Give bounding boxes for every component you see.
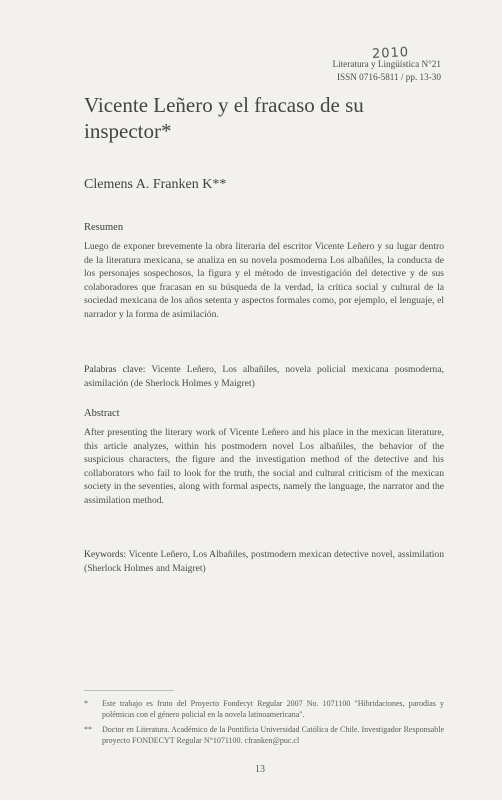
footnote-1-text: Este trabajo es fruto del Proyecto Fondecyt Regular 2007 No. 1071100 "Hibridaciones, parodias y polémicas con el género policial en la novela latinoamericana". [102,699,444,719]
keywords-label: Keywords: [84,549,127,560]
keywords-text: Vicente Leñero, Los Albañiles, postmodern mexican detective novel, assimilation (Sherlock Holmes and Maigret) [84,549,444,574]
journal-header [332,58,441,84]
page-number: 13 [255,764,265,775]
palabras-clave [84,363,444,390]
issn-line: ISSN 0716-5811 / pp. 13-30 [336,72,441,82]
footnote-1-mark: * [84,699,88,708]
footnote-2 [84,724,444,746]
resumen-text: Luego de exponer brevemente la obra literaria del escritor Vicente Leñero y su lugar dentro de la literatura mexicana, se analiza en su novela posmoderna Los albañiles, la conducta de los personajes sospechosos, la figura y el método de investigación del detective y de sus colaboradores que fracasan en su búsqueda de la verdad, la crítica social y cultural de la sociedad mexicana de los años setenta y aspectos formales como, por ejemplo, el lenguaje, el narrador y la forma de asimilación. [84,241,444,320]
footnote-2-text: Doctor en Literatura. Académico de la Pontificia Universidad Católica de Chile. Investigador Responsable proyecto FONDECYT Regular N°1071100. cfranken@puc.cl [102,725,444,745]
palabras-clave-label: Palabras clave: [84,364,146,375]
keywords [84,548,444,575]
footnote-2-mark: ** [84,725,92,734]
abstract-heading: Abstract [84,408,120,419]
journal-name: Literatura y Lingüística N°21 [332,59,441,69]
palabras-clave-text: Vicente Leñero, Los albañiles, novela policial mexicana posmoderna, asimilación (de Sherlock Holmes y Maigret) [84,364,444,389]
footnote-rule [84,690,174,691]
abstract-text: After presenting the literary work of Vicente Leñero and his place in the mexican literature, this article analyzes, within his postmodern novel Los albañiles, the behavior of the suspicious characters, the figure and the investigation method of the detective and his collaborators who fail to look for the truth, the social and cultural criticism of the mexican society in the seventies, along with formal aspects, namely the language, the narrator and the assimilation method. [84,427,444,506]
handwritten-note: 2010 [371,45,410,62]
article-author: Clemens A. Franken K** [84,177,227,192]
article-title: Vicente Leñero y el fracaso de su inspector* [84,93,364,143]
footnote-1 [84,698,444,720]
resumen-heading: Resumen [84,222,124,233]
